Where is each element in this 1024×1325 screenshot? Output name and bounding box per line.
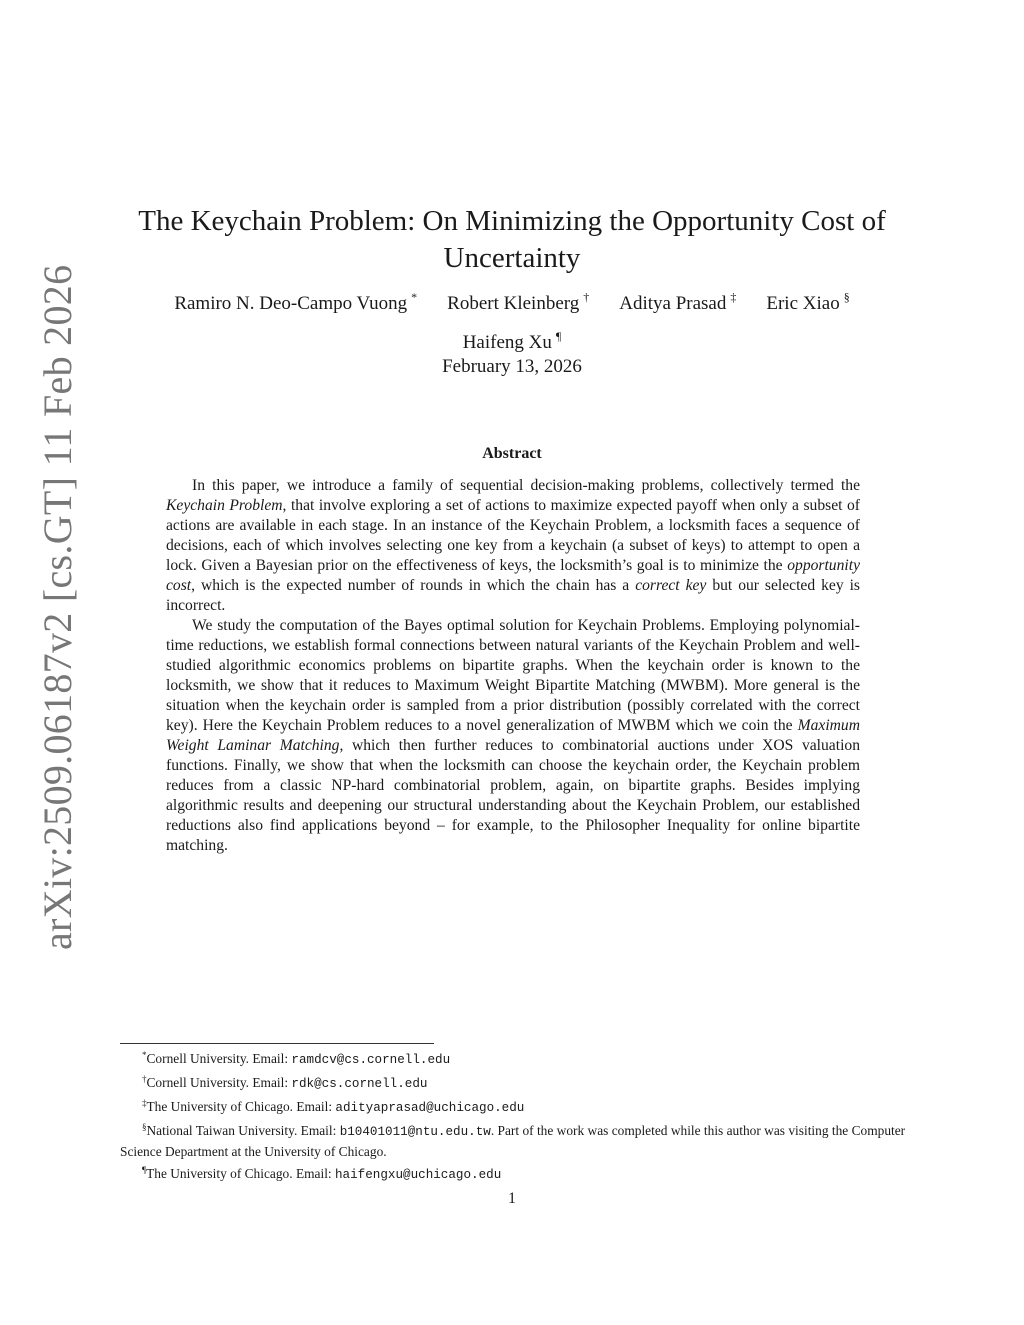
author-footnote-mark: §: [843, 290, 850, 304]
footnote-text: The University of Chicago. Email:: [146, 1099, 336, 1114]
page-number: 1: [508, 1190, 516, 1207]
abstract-paragraph: [166, 476, 860, 616]
arxiv-identifier-stamp: arXiv:2509.06187v2 [cs.GT] 11 Feb 2026: [35, 264, 80, 950]
author: [447, 281, 589, 320]
author-name: Haifeng Xu: [462, 332, 552, 353]
footnote-text: The University of Chicago. Email:: [146, 1166, 335, 1181]
abstract-text: In this paper, we introduce a family of sequential decision-making problems, collectively termed the: [192, 477, 860, 494]
footnote: [120, 1070, 910, 1094]
footnote: [120, 1046, 910, 1070]
footnote-mark: ¶: [142, 1165, 147, 1175]
footnote-email[interactable]: haifengxu@uchicago.edu: [335, 1168, 502, 1182]
abstract-text: , which is the expected number of rounds in which the chain has a: [191, 577, 636, 594]
footnote-text: National Taiwan University. Email:: [146, 1123, 340, 1138]
footnote-mark: §: [142, 1122, 147, 1132]
author: [619, 281, 736, 320]
footnote-email[interactable]: b10401011@ntu.edu.tw: [339, 1125, 491, 1139]
abstract-text: , which then further reduces to combinatorial auctions under XOS valuation functions. Finally, we show that when the locksmith can choose the keychain order, the Keychain problem reduces from a classic NP-hard combinatorial problem, again, on bipartite graphs. Besides implying algorithmic results and deepening our structural understanding about the Keychain Problem, our established reductions also find applications beyond – for example, to the Philosopher Inequality for online bipartite matching.: [166, 737, 860, 854]
abstract-text: We study the computation of the Bayes optimal solution for Keychain Problems. Employing polynomial-time reductions, we establish formal connections between natural variants of the Keychain Problem and well-studied algorithmic economics problems on bipartite graphs. When the keychain order is known to the locksmith, we show that it reduces to Maximum Weight Bipartite Matching (MWBM). More general is the situation when the keychain order is sampled from a prior distribution (possibly correlated with the correct key). Here the Keychain Problem reduces to a novel generalization of MWBM which we coin the: [166, 617, 860, 734]
footnote-mark: †: [142, 1074, 147, 1084]
publication-date: February 13, 2026: [442, 356, 582, 377]
author: [463, 320, 562, 359]
abstract-body: [166, 476, 860, 856]
footnotes: [120, 1046, 910, 1185]
author-footnote-mark: ¶: [555, 329, 562, 343]
footnote-email[interactable]: ramdcv@cs.cornell.edu: [291, 1053, 451, 1067]
abstract-emphasis: Maximum Weight Laminar Matching: [166, 717, 860, 754]
author-name: Eric Xiao: [766, 293, 840, 314]
author-name: Robert Kleinberg: [447, 293, 580, 314]
author-footnote-mark: †: [583, 290, 590, 304]
footnote: [120, 1161, 910, 1185]
footnote-mark: ‡: [142, 1098, 147, 1108]
footnote-text: Cornell University. Email:: [146, 1051, 292, 1066]
footnote: [120, 1118, 910, 1161]
author: [766, 281, 849, 320]
abstract-paragraph: [166, 616, 860, 856]
author: [174, 281, 417, 320]
abstract-text: , that involve exploring a set of actions to maximize expected payoff when only a subset of actions are available in each stage. In an instance of the Keychain Problem, a locksmith faces a sequence of decisions, each of which involves selecting one key from a keychain (a subset of keys) to attempt to open a lock. Given a Bayesian prior on the effectiveness of keys, the locksmith’s goal is to minimize the: [166, 497, 860, 574]
author-footnote-mark: ‡: [730, 290, 737, 304]
author-name: Ramiro N. Deo-Campo Vuong: [174, 293, 408, 314]
author-footnote-mark: *: [411, 290, 418, 304]
footnote-email[interactable]: rdk@cs.cornell.edu: [291, 1077, 428, 1091]
abstract-heading: Abstract: [482, 445, 542, 462]
footnote-text: Cornell University. Email:: [146, 1075, 292, 1090]
footnote: [120, 1094, 910, 1118]
abstract-emphasis: correct key: [635, 577, 707, 594]
footnote-tail: . Part of the work was completed while this author was visiting the Computer Science Department at the University of Chicago.: [120, 1123, 906, 1159]
author-list: [100, 281, 924, 359]
footnote-email[interactable]: adityaprasad@uchicago.edu: [335, 1101, 525, 1115]
abstract-text: but our selected key is incorrect.: [166, 577, 860, 614]
abstract-emphasis: Keychain Problem: [166, 497, 283, 514]
footnote-divider: [120, 1043, 434, 1044]
author-name: Aditya Prasad: [619, 293, 727, 314]
paper-title: The Keychain Problem: On Minimizing the Opportunity Cost of Uncertainty: [138, 205, 886, 275]
footnote-mark: *: [142, 1050, 147, 1060]
abstract-emphasis: opportunity cost: [166, 557, 860, 594]
